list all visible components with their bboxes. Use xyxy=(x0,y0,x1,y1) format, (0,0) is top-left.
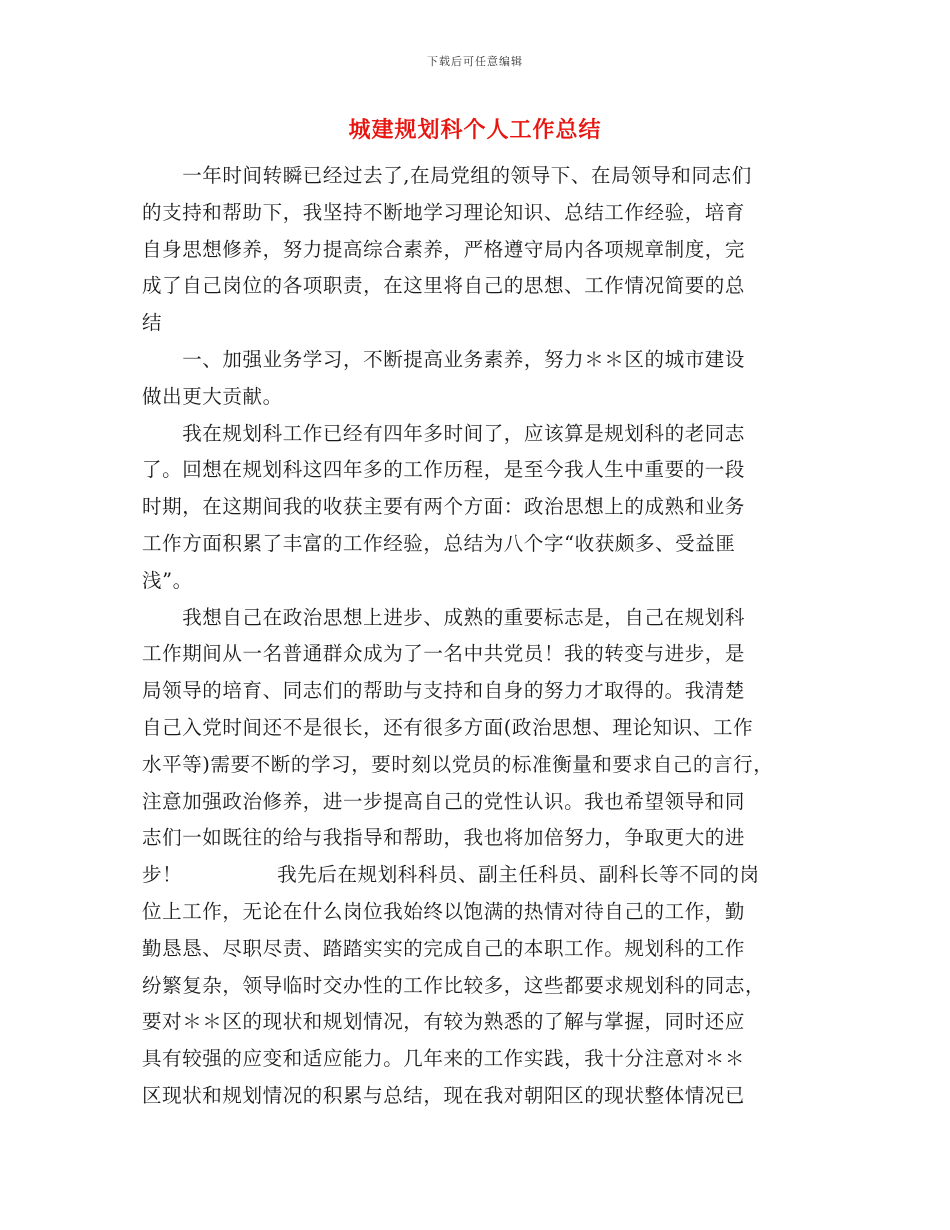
body-line: 水平等)需要不断的学习，要时刻以党员的标准衡量和要求自己的言行， xyxy=(142,752,774,776)
document-body xyxy=(142,158,810,1115)
body-line: 的支持和帮助下，我坚持不断地学习理论知识、总结工作经验，培育 xyxy=(142,200,746,224)
body-line: 要对＊＊区的现状和规划情况，有较为熟悉的了解与掌握，同时还应 xyxy=(142,1010,746,1034)
body-line: 做出更大贡献。 xyxy=(142,384,283,408)
body-line: 工作方面积累了丰富的工作经验，总结为八个字“收获颇多、受益匪 xyxy=(142,531,736,555)
body-line-continuation: 我先后在规划科科员、副主任科员、副科长等不同的岗 xyxy=(277,863,760,887)
body-line: 结 xyxy=(142,311,163,335)
body-line-start: 步！ xyxy=(142,863,183,887)
document-title: 城建规划科个人工作总结 xyxy=(348,118,602,143)
body-line: 自身思想修养，努力提高综合素养，严格遵守局内各项规章制度，完 xyxy=(142,237,746,261)
body-line: 了。回想在规划科这四年多的工作历程，是至今我人生中重要的一段 xyxy=(142,458,746,482)
body-line: 浅”。 xyxy=(142,568,193,592)
body-line: 自己入党时间还不是很长，还有很多方面(政治思想、理论知识、工作 xyxy=(142,715,754,739)
body-line: 注意加强政治修养，进一步提高自己的党性认识。我也希望领导和同 xyxy=(142,789,746,813)
body-line: 成了自己岗位的各项职责，在这里将自己的思想、工作情况简要的总 xyxy=(142,274,746,298)
body-line: 位上工作，无论在什么岗位我始终以饱满的热情对待自己的工作，勤 xyxy=(142,899,746,923)
body-line: 具有较强的应变和适应能力。几年来的工作实践，我十分注意对＊＊ xyxy=(142,1047,746,1071)
body-line: 志们一如既往的给与我指导和帮助，我也将加倍努力，争取更大的进 xyxy=(142,826,746,850)
body-line: 纷繁复杂，领导临时交办性的工作比较多，这些都要求规划科的同志， xyxy=(142,973,766,997)
body-line: 我想自己在政治思想上进步、成熟的重要标志是，自己在规划科 xyxy=(142,605,746,629)
body-line: 一、加强业务学习，不断提高业务素养，努力＊＊区的城市建设 xyxy=(142,347,746,371)
body-line: 我在规划科工作已经有四年多时间了，应该算是规划科的老同志 xyxy=(142,421,746,445)
body-line: 区现状和规划情况的积累与总结，现在我对朝阳区的现状整体情况已 xyxy=(142,1083,746,1107)
body-line: 时期，在这期间我的收获主要有两个方面：政治思想上的成熟和业务 xyxy=(142,495,746,519)
body-line: 局领导的培育、同志们的帮助与支持和自身的努力才取得的。我清楚 xyxy=(142,679,746,703)
body-line: 一年时间转瞬已经过去了,在局党组的领导下、在局领导和同志们 xyxy=(142,164,752,187)
body-line: 勤恳恳、尽职尽责、踏踏实实的完成自己的本职工作。规划科的工作 xyxy=(142,936,746,960)
header-note: 下载后可任意编辑 xyxy=(427,55,523,68)
body-line: 工作期间从一名普通群众成为了一名中共党员！我的转变与进步，是 xyxy=(142,642,746,666)
body-line-split xyxy=(142,857,810,894)
